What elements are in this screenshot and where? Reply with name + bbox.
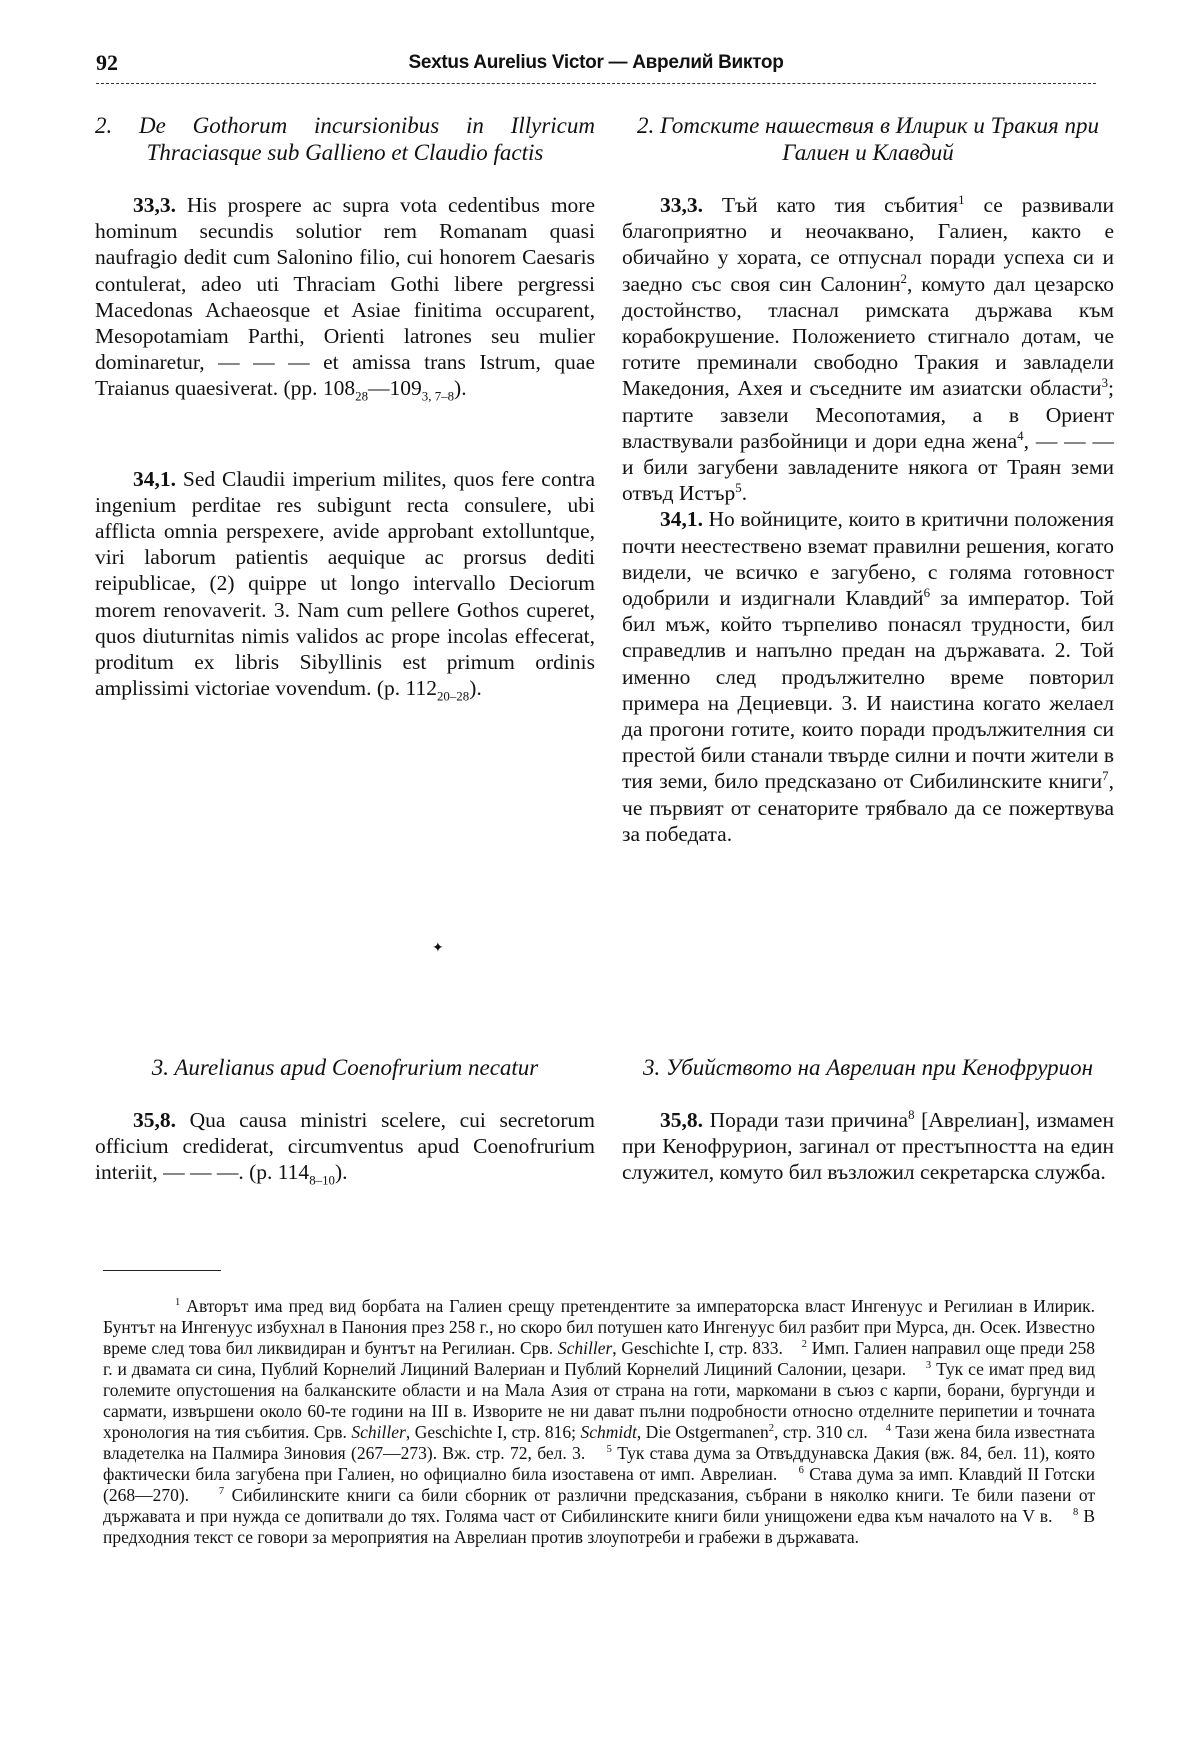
latin-column — [95, 112, 595, 704]
footnote-marker[interactable]: 5 — [735, 481, 742, 496]
bulgarian-section-2-heading: 2. Готските нашествия в Илирик и Тракия при Галиен и Клавдий — [636, 113, 1099, 165]
paragraph-ref: 35,8. — [660, 1108, 703, 1132]
footnote-5: Тук става дума за Отвъддунавска Дакия (вж. 84, бел. 11), която фактически била загубена при Галиен, но официално била изоставена от имп. Аврелиан. — [103, 1443, 1095, 1484]
bulgarian-paragraph-33-3: 33,3. Тъй като тия събития$^1$ се развивали благоприятно и неочаквано, Галиен, както е обичайно у хората, се отпуснал поради успеха си и заедно със своя син Салонин$^2$, комуто дал цезарско достойнство, тласнал римската държава към корабокрушение. Положението стигнало дотам, че готите преминали свободно Тракия и завладели Македония, Ахея и съседните им азиатски области$^3$; партите завзели Месопотамия, а в Ориент властвували разбойници и дори една жена$^4$, — — — и били загубени завладените някога от Траян земи отвъд Истър$^5$. — [622, 192, 1115, 506]
footnotes — [103, 1296, 1095, 1548]
footnote-block: $^1$ Авторът има пред вид борбата на Галиен срещу претендентите за императорска власт Ингенуус и Регилиан в Илирик. Бунтът на Ингенуус избухнал в Панония през 258 г., но скоро бил потушен като Ингенуус бил разбит при Мурса, дн. Осек. Известно време след това бил ликвидиран и бунтът на Регилиан. Срв. Schiller, Geschichte I, стр. 833. $^2$ Имп. Галиен направил още преди 258 г. и двамата си сина, Публий Корнелий Лициний Валериан и Публий Корнелий Лициний Салонии, цезари. $^3$ Тук се имат пред вид големите опустошения на балканските области и на Мала Азия от страна на готи, маркомани в съюз с карпи, борани, бургунди и сармати, извършени около 60-те години на III в. Изворите не ни дават пълни подробности относно отделните перипетии и точната хронология на тия събития. Срв. Schiller, Geschichte I, стр. 816; Schmidt, Die Ostgermanen$^2$, стр. 310 сл. $^4$ Тази жена била известната владетелка на Палмира Зиновия (267—273). Вж. стр. 72, бел. 3. $^5$ Тук става дума за Отвъддунавска Дакия (вж. 84, бел. 11), която фактически била загубена при Галиен, но официално била изоставена от имп. Аврелиан. $^6$ Става дума за имп. Клавдий II Готски (268—270). $^7$ Сибилинските книги са били сборник от различни предсказания, събрани в няколко книги. Те били пазени от държавата и при нужда се допитвали до тях. Голяма част от Сибилинските книги били унищожени едва към началото на V в. $^8$ В предходния текст се говори за мероприятия на Аврелиан против злоупотреби и грабежи в държавата. — [103, 1296, 1096, 1547]
bulgarian-section-3 — [622, 1054, 1114, 1186]
footnote-marker[interactable]: 3 — [1101, 376, 1109, 391]
bulgarian-paragraph-34-1: 34,1. Но войниците, които в критични положения почти неестествено вземат правилни решения, когато видели, че всичко е загубено, с голяма готовност одобрили и издигнали Клавдий$^6$ за император. Той бил мъж, който търпеливо понасял трудности, бил справедлив и напълно предан на държавата. 2. Той именно след продължително време повторил примера на Дециевци. 3. И наистина когато желаел да прогони готите, които поради продължителния си престой били станали твърде силни и почти жители в тия земи, било предсказано от Сибилинските книги$^7$, че първият от сенаторите трябвало да се пожертвува за победата. — [622, 507, 1115, 846]
latin-paragraph-34-1: 34,1. Sed Claudii imperium milites, quos fere contra ingenium perditae res subigunt recta consulere, ubi afflicta omnia perspexere, avide approbant extolluntque, viri laborum patientis aequique ac prorsus dediti reipublicae, (2) quippe ut longo intervallo Deciorum morem renovaverit. 3. Nam cum pellere Gothos cuperet, quos diuturnitas nimis validos ac prope incolas effecerat, proditum ex libris Sibyllinis est primum ordinis amplissimi victoriae vovendum. (p. $112_{20-28}$). — [95, 466, 595, 704]
latin-paragraph-33-3: 33,3. His prospere ac supra vota cedentibus more hominum secundis solutior rem Romanam quasi naufragio dedit cum Salonino filio, cui honorem Caesaris contulerat, adeo uti Thraciam Gothi libere pergressi Macedonas Achaeosque et Asiae finitima occuparent, Mesopotamiam Parthi, Orienti latrones seu mulier dominaretur, — — — et amissa trans Istrum, quae Traianus quaesiverat. (pp. $108_{28}—109_{3, 7-8}$). — [95, 193, 595, 404]
footnote-divider — [103, 1270, 221, 1271]
latin-paragraph-35-8: 35,8. Qua causa ministri scelere, cui secretorum officium crediderat, circumventus apud Coenofrurium interiit, — — —. (p. $114_{8-10}$). — [95, 1108, 596, 1188]
bulgarian-section-3-heading: 3. Убийството на Аврелиан при Кенофрурион — [642, 1055, 1094, 1080]
footnote-6: Става дума за имп. Клавдий II Готски (268—270). — [103, 1464, 1096, 1505]
footnote-3: Тук се имат пред вид големите опустошения на балканските области и на Мала Азия от страна на готи, маркомани в съюз с карпи, борани, бургунди и сармати, извършени около 60-те години на III в. Изворите не ни дават пълни подробности относно отделните перипетии и точната хронология на тия събития. Срв. — [103, 1359, 1095, 1442]
header-divider — [96, 83, 1096, 84]
running-title: Sextus Aurelius Victor — Аврелий Виктор — [408, 52, 784, 73]
latin-section-3-heading: 3. Aurelianus apud Coenofrurium necatur — [151, 1055, 539, 1080]
latin-section-3 — [95, 1054, 595, 1186]
footnote-8: В предходния текст се говори за мероприятия на Аврелиан против злоупотреби и грабежи в държавата. — [103, 1506, 1095, 1547]
bulgarian-paragraph-35-8: 35,8. Поради тази причина$^8$ [Аврелиан], измамен при Кенофрурион, загинал от престъпността на един служител, комуто бил възложил секретарска служба. — [622, 1107, 1114, 1185]
paragraph-ref: 33,3. — [133, 193, 176, 217]
footnote-marker[interactable]: 8 — [908, 1107, 915, 1122]
paragraph-ref: 35,8. — [133, 1108, 176, 1132]
footnote-marker[interactable]: 7 — [1102, 769, 1109, 784]
footnote-4: Тази жена била известната владетелка на Палмира Зиновия (267—273). Вж. стр. 72, бел. 3. — [103, 1422, 1096, 1463]
bulgarian-column — [622, 112, 1114, 847]
footnote-number: 8 — [1072, 1507, 1079, 1519]
ornament-mark: ✦ — [432, 941, 444, 956]
paragraph-ref: 33,3. — [660, 193, 703, 217]
paragraph-ref: 34,1. — [133, 466, 176, 491]
footnote-marker[interactable]: 2 — [900, 271, 907, 286]
footnote-marker[interactable]: 1 — [958, 192, 965, 207]
footnote-number: 2 — [801, 1339, 808, 1351]
footnote-number: 4 — [885, 1423, 891, 1435]
footnote-marker[interactable]: 4 — [1017, 428, 1024, 443]
footnote-number: 7 — [218, 1486, 225, 1498]
page-number: 92 — [96, 50, 118, 75]
page-header — [96, 50, 1096, 80]
latin-section-2-heading: 2. De Gothorum incursionibus in Illyricum Thraciasque sub Gallieno et Claudio factis — [95, 113, 595, 165]
paragraph-ref: 34,1. — [660, 507, 703, 532]
footnote-number: 1 — [175, 1297, 181, 1309]
footnote-2: Имп. Галиен направил още преди 258 г. и двамата си сина, Публий Корнелий Лициний Валериан и Публий Корнелий Лициний Салонии, цезари. — [103, 1338, 1095, 1379]
footnote-number: 6 — [798, 1465, 804, 1477]
footnote-number: 5 — [606, 1444, 612, 1456]
footnote-marker[interactable]: 6 — [923, 585, 931, 600]
footnote-number: 3 — [925, 1360, 932, 1372]
footnote-7: Сибилинските книги са били сборник от различни предсказания, събрани в няколко книги. Те били пазени от държавата и при нужда се допитвали до тях. Голяма част от Сибилинските книги били унищожени едва към началото на V в. — [103, 1485, 1095, 1526]
footnote-1: Авторът има пред вид борбата на Галиен срещу претендентите за императорска власт Ингенуус и Регилиан в Илирик. Бунтът на Ингенуус избухнал в Панония през 258 г., но скоро бил потушен като Ингенуус бил разбит при Мурса, дн. Осек. Известно време след това бил ликвидиран и бунтът на Регилиан. Срв. — [103, 1296, 1095, 1358]
